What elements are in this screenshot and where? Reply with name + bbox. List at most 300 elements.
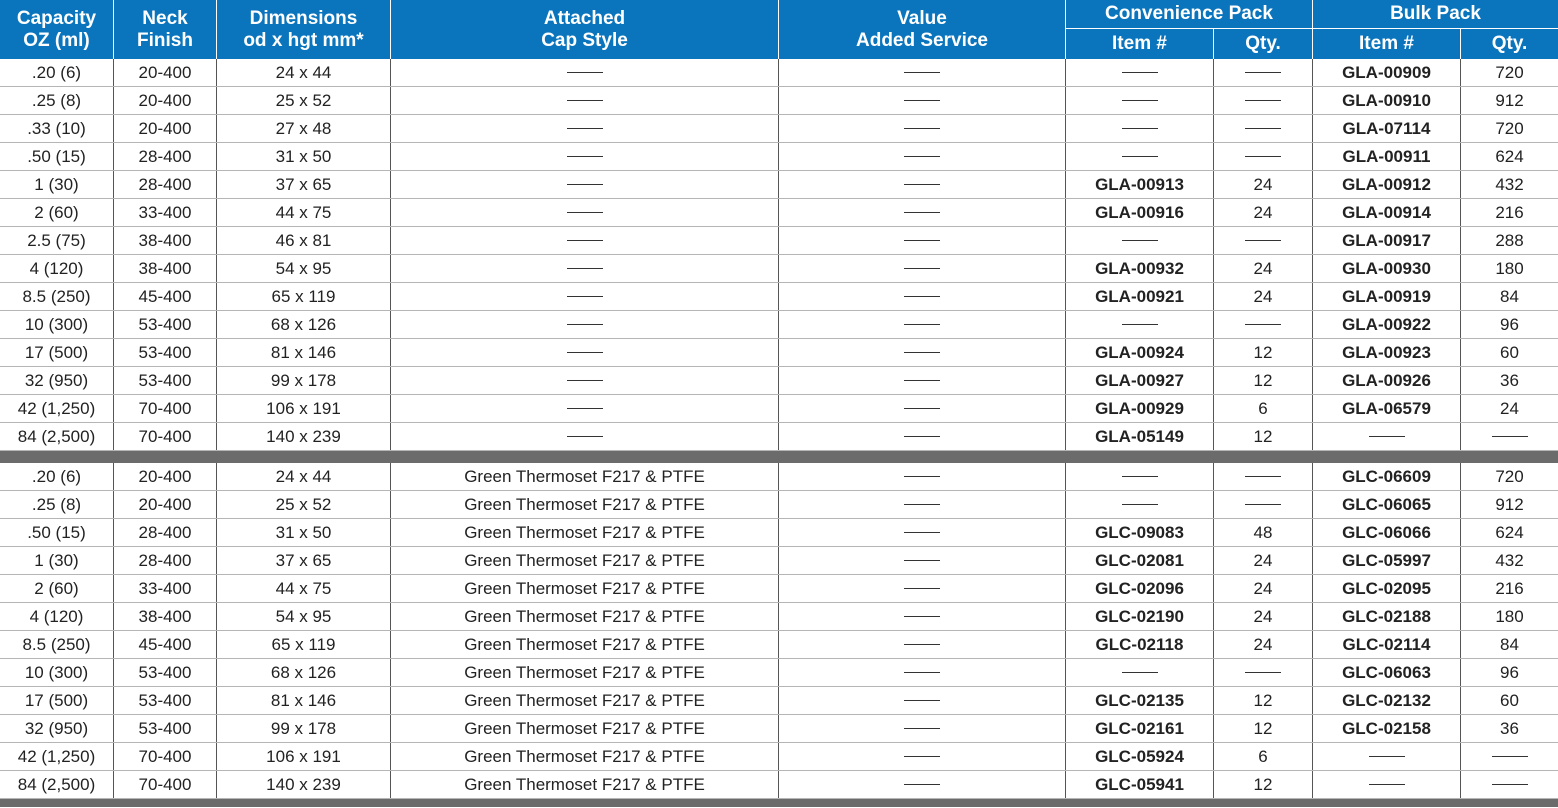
empty-dash xyxy=(567,436,603,437)
cell-bulk-item xyxy=(1313,59,1461,86)
empty-dash xyxy=(904,268,940,269)
cell-conv-qty xyxy=(1214,491,1313,518)
cell-cap-style xyxy=(391,283,779,310)
header-bulk-qty: Qty. xyxy=(1491,33,1528,54)
bulk-item-value: GLA-00917 xyxy=(1342,230,1431,250)
cell-bulk-item xyxy=(1313,171,1461,198)
dimensions-value: 44 x 75 xyxy=(275,202,332,222)
cell-neck-finish xyxy=(114,687,217,714)
table-row xyxy=(0,519,1558,547)
table-row xyxy=(0,771,1558,799)
cell-conv-qty xyxy=(1214,547,1313,574)
dimensions-value: 24 x 44 xyxy=(275,62,332,82)
table-row xyxy=(0,367,1558,395)
cell-value-added xyxy=(779,227,1066,254)
cell-conv-qty xyxy=(1214,603,1313,630)
empty-dash xyxy=(904,476,940,477)
cap-style-value: Green Thermoset F217 & PTFE xyxy=(464,774,705,794)
table-row xyxy=(0,143,1558,171)
cell-conv-qty xyxy=(1214,367,1313,394)
neck-finish-value: 70-400 xyxy=(138,426,192,446)
header-neck-finish: Neck Finish xyxy=(114,0,217,59)
cell-value-added xyxy=(779,115,1066,142)
capacity-value: 8.5 (250) xyxy=(22,286,91,306)
capacity-value: .20 (6) xyxy=(31,62,82,82)
conv-qty-value: 12 xyxy=(1253,370,1273,390)
table-row xyxy=(0,631,1558,659)
cell-capacity xyxy=(0,491,114,518)
cell-value-added xyxy=(779,631,1066,658)
cell-bulk-qty xyxy=(1461,87,1558,114)
cell-capacity xyxy=(0,339,114,366)
empty-dash xyxy=(567,352,603,353)
cell-dimensions xyxy=(217,395,391,422)
empty-dash xyxy=(1492,756,1528,757)
neck-finish-value: 53-400 xyxy=(138,370,192,390)
cell-value-added xyxy=(779,143,1066,170)
table-header xyxy=(0,0,1558,59)
bulk-item-value: GLA-00922 xyxy=(1342,314,1431,334)
capacity-value: 84 (2,500) xyxy=(17,774,96,794)
cell-bulk-qty xyxy=(1461,283,1558,310)
table-row xyxy=(0,227,1558,255)
cell-conv-item xyxy=(1066,171,1214,198)
bulk-item-value: GLA-00909 xyxy=(1342,62,1431,82)
cell-conv-item xyxy=(1066,87,1214,114)
capacity-value: 84 (2,500) xyxy=(17,426,96,446)
empty-dash xyxy=(904,644,940,645)
conv-qty-value: 12 xyxy=(1253,426,1273,446)
empty-dash xyxy=(904,240,940,241)
cell-value-added xyxy=(779,59,1066,86)
cell-dimensions xyxy=(217,771,391,798)
empty-dash xyxy=(1245,324,1281,325)
bulk-item-value: GLA-00914 xyxy=(1342,202,1431,222)
empty-dash xyxy=(1122,100,1158,101)
empty-dash xyxy=(1245,504,1281,505)
conv-qty-value: 24 xyxy=(1253,578,1273,598)
dimensions-value: 106 x 191 xyxy=(266,746,341,766)
cell-value-added xyxy=(779,367,1066,394)
bulk-qty-value: 84 xyxy=(1500,634,1519,654)
table-row xyxy=(0,423,1558,451)
cell-neck-finish xyxy=(114,87,217,114)
cell-conv-item xyxy=(1066,687,1214,714)
cap-style-value: Green Thermoset F217 & PTFE xyxy=(464,466,705,486)
cell-dimensions xyxy=(217,603,391,630)
neck-finish-value: 38-400 xyxy=(138,606,192,626)
bulk-qty-value: 24 xyxy=(1500,398,1519,418)
cell-conv-qty xyxy=(1214,519,1313,546)
cell-bulk-item xyxy=(1313,491,1461,518)
dimensions-value: 25 x 52 xyxy=(275,494,332,514)
empty-dash xyxy=(1122,128,1158,129)
conv-qty-value: 12 xyxy=(1253,718,1273,738)
cell-conv-qty xyxy=(1214,227,1313,254)
cell-conv-item xyxy=(1066,603,1214,630)
bulk-item-value: GLA-00912 xyxy=(1342,174,1431,194)
cell-neck-finish xyxy=(114,199,217,226)
cap-style-value: Green Thermoset F217 & PTFE xyxy=(464,550,705,570)
cell-bulk-item xyxy=(1313,255,1461,282)
cell-neck-finish xyxy=(114,311,217,338)
cell-conv-item xyxy=(1066,395,1214,422)
cell-dimensions xyxy=(217,631,391,658)
cell-cap-style xyxy=(391,715,779,742)
empty-dash xyxy=(904,672,940,673)
cell-bulk-item xyxy=(1313,339,1461,366)
cell-bulk-qty xyxy=(1461,687,1558,714)
cell-cap-style xyxy=(391,659,779,686)
cell-capacity xyxy=(0,423,114,450)
group-separator xyxy=(0,451,1558,463)
cell-neck-finish xyxy=(114,143,217,170)
empty-dash xyxy=(1245,240,1281,241)
empty-dash xyxy=(567,156,603,157)
bulk-qty-value: 36 xyxy=(1500,370,1519,390)
capacity-value: .50 (15) xyxy=(27,146,86,166)
conv-qty-value: 24 xyxy=(1253,606,1273,626)
cell-conv-item xyxy=(1066,311,1214,338)
cell-cap-style xyxy=(391,115,779,142)
neck-finish-value: 53-400 xyxy=(138,690,192,710)
table-row xyxy=(0,255,1558,283)
header-value-added: Value Added Service xyxy=(779,0,1066,59)
cell-neck-finish xyxy=(114,367,217,394)
cap-style-value: Green Thermoset F217 & PTFE xyxy=(464,634,705,654)
cell-capacity xyxy=(0,771,114,798)
capacity-value: .50 (15) xyxy=(27,522,86,542)
cell-neck-finish xyxy=(114,171,217,198)
header-bulk-item: Item # xyxy=(1313,29,1461,59)
cell-conv-item xyxy=(1066,115,1214,142)
cell-conv-qty xyxy=(1214,199,1313,226)
bulk-qty-value: 624 xyxy=(1495,522,1524,542)
conv-item-value: GLC-05941 xyxy=(1095,774,1184,794)
conv-qty-value: 12 xyxy=(1253,690,1273,710)
bulk-item-value: GLC-02095 xyxy=(1342,578,1431,598)
cell-cap-style xyxy=(391,423,779,450)
neck-finish-value: 70-400 xyxy=(138,774,192,794)
cell-conv-qty xyxy=(1214,659,1313,686)
cell-value-added xyxy=(779,87,1066,114)
bulk-item-value: GLC-02114 xyxy=(1342,634,1431,654)
empty-dash xyxy=(1245,156,1281,157)
cell-capacity xyxy=(0,575,114,602)
cell-bulk-item xyxy=(1313,199,1461,226)
header-conv-item: Item # xyxy=(1066,29,1214,59)
cell-bulk-item xyxy=(1313,631,1461,658)
table-row xyxy=(0,87,1558,115)
cell-conv-item xyxy=(1066,367,1214,394)
cell-conv-qty xyxy=(1214,395,1313,422)
empty-dash xyxy=(567,212,603,213)
cell-bulk-qty xyxy=(1461,143,1558,170)
empty-dash xyxy=(567,184,603,185)
capacity-value: 32 (950) xyxy=(24,718,89,738)
bulk-qty-value: 36 xyxy=(1500,718,1519,738)
empty-dash xyxy=(1122,476,1158,477)
cell-conv-qty xyxy=(1214,463,1313,490)
bulk-item-value: GLA-00911 xyxy=(1342,146,1431,166)
cap-style-value: Green Thermoset F217 & PTFE xyxy=(464,606,705,626)
cell-dimensions xyxy=(217,227,391,254)
cell-neck-finish xyxy=(114,491,217,518)
cell-conv-qty xyxy=(1214,255,1313,282)
empty-dash xyxy=(904,72,940,73)
cap-style-value: Green Thermoset F217 & PTFE xyxy=(464,522,705,542)
empty-dash xyxy=(904,156,940,157)
cell-cap-style xyxy=(391,367,779,394)
cell-capacity xyxy=(0,143,114,170)
cell-dimensions xyxy=(217,715,391,742)
cell-cap-style xyxy=(391,743,779,770)
empty-dash xyxy=(904,616,940,617)
cell-dimensions xyxy=(217,311,391,338)
conv-item-value: GLC-09083 xyxy=(1095,522,1184,542)
dimensions-value: 81 x 146 xyxy=(270,342,337,362)
neck-finish-value: 20-400 xyxy=(138,118,192,138)
cell-cap-style xyxy=(391,575,779,602)
table-row xyxy=(0,659,1558,687)
empty-dash xyxy=(904,408,940,409)
table-row xyxy=(0,311,1558,339)
header-capacity: Capacity OZ (ml) xyxy=(0,0,114,59)
bulk-qty-value: 720 xyxy=(1495,118,1524,138)
cell-bulk-item xyxy=(1313,395,1461,422)
empty-dash xyxy=(1245,100,1281,101)
cell-bulk-qty xyxy=(1461,423,1558,450)
empty-dash xyxy=(1245,72,1281,73)
cell-conv-item xyxy=(1066,463,1214,490)
cell-bulk-item xyxy=(1313,87,1461,114)
empty-dash xyxy=(904,700,940,701)
conv-qty-value: 12 xyxy=(1253,342,1273,362)
table-row xyxy=(0,491,1558,519)
cell-neck-finish xyxy=(114,715,217,742)
cap-style-value: Green Thermoset F217 & PTFE xyxy=(464,662,705,682)
cell-capacity xyxy=(0,659,114,686)
cell-bulk-qty xyxy=(1461,255,1558,282)
bulk-item-value: GLC-02132 xyxy=(1342,690,1431,710)
empty-dash xyxy=(904,532,940,533)
cell-capacity xyxy=(0,199,114,226)
empty-dash xyxy=(1369,436,1405,437)
neck-finish-value: 45-400 xyxy=(138,634,192,654)
dimensions-value: 44 x 75 xyxy=(275,578,332,598)
dimensions-value: 54 x 95 xyxy=(275,606,332,626)
dimensions-value: 140 x 239 xyxy=(266,426,341,446)
cell-cap-style xyxy=(391,519,779,546)
table-row xyxy=(0,115,1558,143)
empty-dash xyxy=(567,324,603,325)
cap-style-value: Green Thermoset F217 & PTFE xyxy=(464,746,705,766)
cell-cap-style xyxy=(391,631,779,658)
neck-finish-value: 20-400 xyxy=(138,62,192,82)
cell-dimensions xyxy=(217,199,391,226)
bulk-qty-value: 96 xyxy=(1500,662,1519,682)
bulk-qty-value: 60 xyxy=(1500,342,1519,362)
dimensions-value: 68 x 126 xyxy=(270,662,337,682)
bulk-item-value: GLC-06063 xyxy=(1342,662,1431,682)
bulk-qty-value: 84 xyxy=(1500,286,1519,306)
cell-neck-finish xyxy=(114,395,217,422)
cell-dimensions xyxy=(217,367,391,394)
capacity-value: 2.5 (75) xyxy=(27,230,86,250)
cell-cap-style xyxy=(391,255,779,282)
cell-conv-qty xyxy=(1214,715,1313,742)
cell-bulk-item xyxy=(1313,547,1461,574)
cell-conv-item xyxy=(1066,59,1214,86)
cell-capacity xyxy=(0,715,114,742)
cell-value-added xyxy=(779,715,1066,742)
empty-dash xyxy=(567,72,603,73)
dimensions-value: 31 x 50 xyxy=(275,146,332,166)
cap-style-value: Green Thermoset F217 & PTFE xyxy=(464,578,705,598)
cell-neck-finish xyxy=(114,227,217,254)
conv-qty-value: 24 xyxy=(1253,286,1273,306)
cell-conv-item xyxy=(1066,547,1214,574)
empty-dash xyxy=(904,784,940,785)
cell-neck-finish xyxy=(114,339,217,366)
cap-style-value: Green Thermoset F217 & PTFE xyxy=(464,494,705,514)
cell-conv-qty xyxy=(1214,143,1313,170)
bulk-item-value: GLC-02158 xyxy=(1342,718,1431,738)
empty-dash xyxy=(904,504,940,505)
cell-conv-item xyxy=(1066,255,1214,282)
cell-dimensions xyxy=(217,659,391,686)
cell-capacity xyxy=(0,463,114,490)
table-row xyxy=(0,743,1558,771)
cell-value-added xyxy=(779,339,1066,366)
header-cap-style: Attached Cap Style xyxy=(391,0,779,59)
cell-capacity xyxy=(0,227,114,254)
empty-dash xyxy=(904,560,940,561)
cell-capacity xyxy=(0,255,114,282)
table-row xyxy=(0,199,1558,227)
cell-neck-finish xyxy=(114,255,217,282)
bulk-item-value: GLC-06065 xyxy=(1342,494,1431,514)
empty-dash xyxy=(904,324,940,325)
cell-conv-qty xyxy=(1214,423,1313,450)
cell-bulk-qty xyxy=(1461,395,1558,422)
cell-dimensions xyxy=(217,463,391,490)
conv-item-value: GLA-00913 xyxy=(1095,174,1184,194)
bulk-item-value: GLA-00919 xyxy=(1342,286,1431,306)
empty-dash xyxy=(1122,72,1158,73)
empty-dash xyxy=(904,296,940,297)
bulk-item-value: GLC-06066 xyxy=(1342,522,1431,542)
cell-cap-style xyxy=(391,227,779,254)
conv-item-value: GLC-02135 xyxy=(1095,690,1184,710)
neck-finish-value: 20-400 xyxy=(138,90,192,110)
empty-dash xyxy=(904,588,940,589)
capacity-value: 2 (60) xyxy=(34,202,79,222)
cell-conv-qty xyxy=(1214,115,1313,142)
capacity-value: 17 (500) xyxy=(24,342,89,362)
cell-neck-finish xyxy=(114,423,217,450)
cell-conv-qty xyxy=(1214,631,1313,658)
capacity-value: 32 (950) xyxy=(24,370,89,390)
cell-dimensions xyxy=(217,59,391,86)
cell-cap-style xyxy=(391,143,779,170)
conv-item-value: GLA-00929 xyxy=(1095,398,1184,418)
cell-neck-finish xyxy=(114,463,217,490)
conv-item-value: GLC-02118 xyxy=(1095,634,1184,654)
bulk-item-value: GLA-07114 xyxy=(1342,118,1431,138)
cell-cap-style xyxy=(391,87,779,114)
empty-dash xyxy=(1492,784,1528,785)
capacity-value: 1 (30) xyxy=(34,174,79,194)
cell-bulk-qty xyxy=(1461,631,1558,658)
cell-capacity xyxy=(0,311,114,338)
cell-capacity xyxy=(0,59,114,86)
cell-conv-qty xyxy=(1214,87,1313,114)
cell-cap-style xyxy=(391,339,779,366)
cell-bulk-qty xyxy=(1461,59,1558,86)
cell-conv-item xyxy=(1066,575,1214,602)
dimensions-value: 31 x 50 xyxy=(275,522,332,542)
capacity-value: 2 (60) xyxy=(34,578,79,598)
empty-dash xyxy=(904,436,940,437)
cell-neck-finish xyxy=(114,603,217,630)
cell-conv-item xyxy=(1066,227,1214,254)
cell-capacity xyxy=(0,547,114,574)
neck-finish-value: 53-400 xyxy=(138,718,192,738)
cell-bulk-item xyxy=(1313,519,1461,546)
cell-value-added xyxy=(779,687,1066,714)
empty-dash xyxy=(1245,672,1281,673)
conv-qty-value: 12 xyxy=(1253,774,1273,794)
cell-value-added xyxy=(779,423,1066,450)
conv-qty-value: 24 xyxy=(1253,202,1273,222)
capacity-value: 42 (1,250) xyxy=(17,746,96,766)
cell-value-added xyxy=(779,463,1066,490)
cell-cap-style xyxy=(391,463,779,490)
conv-item-value: GLA-00916 xyxy=(1095,202,1184,222)
bulk-qty-value: 432 xyxy=(1495,174,1524,194)
table-row xyxy=(0,395,1558,423)
bulk-item-value: GLA-00930 xyxy=(1342,258,1431,278)
cell-neck-finish xyxy=(114,743,217,770)
dimensions-value: 81 x 146 xyxy=(270,690,337,710)
dimensions-value: 46 x 81 xyxy=(275,230,332,250)
cell-capacity xyxy=(0,631,114,658)
neck-finish-value: 33-400 xyxy=(138,202,192,222)
cell-dimensions xyxy=(217,423,391,450)
cell-neck-finish xyxy=(114,631,217,658)
dimensions-value: 65 x 119 xyxy=(271,634,336,654)
cell-conv-qty xyxy=(1214,59,1313,86)
conv-item-value: GLC-02081 xyxy=(1095,550,1184,570)
bulk-item-value: GLC-05997 xyxy=(1342,550,1431,570)
empty-dash xyxy=(904,352,940,353)
cell-value-added xyxy=(779,519,1066,546)
conv-qty-value: 24 xyxy=(1253,634,1273,654)
capacity-value: .25 (8) xyxy=(31,494,82,514)
cell-dimensions xyxy=(217,171,391,198)
cell-bulk-qty xyxy=(1461,367,1558,394)
conv-item-value: GLA-05149 xyxy=(1095,426,1184,446)
dimensions-value: 65 x 119 xyxy=(271,286,336,306)
empty-dash xyxy=(1122,156,1158,157)
cell-value-added xyxy=(779,171,1066,198)
bulk-qty-value: 288 xyxy=(1495,230,1524,250)
cell-dimensions xyxy=(217,115,391,142)
cell-conv-qty xyxy=(1214,311,1313,338)
table-row xyxy=(0,339,1558,367)
table-row xyxy=(0,715,1558,743)
